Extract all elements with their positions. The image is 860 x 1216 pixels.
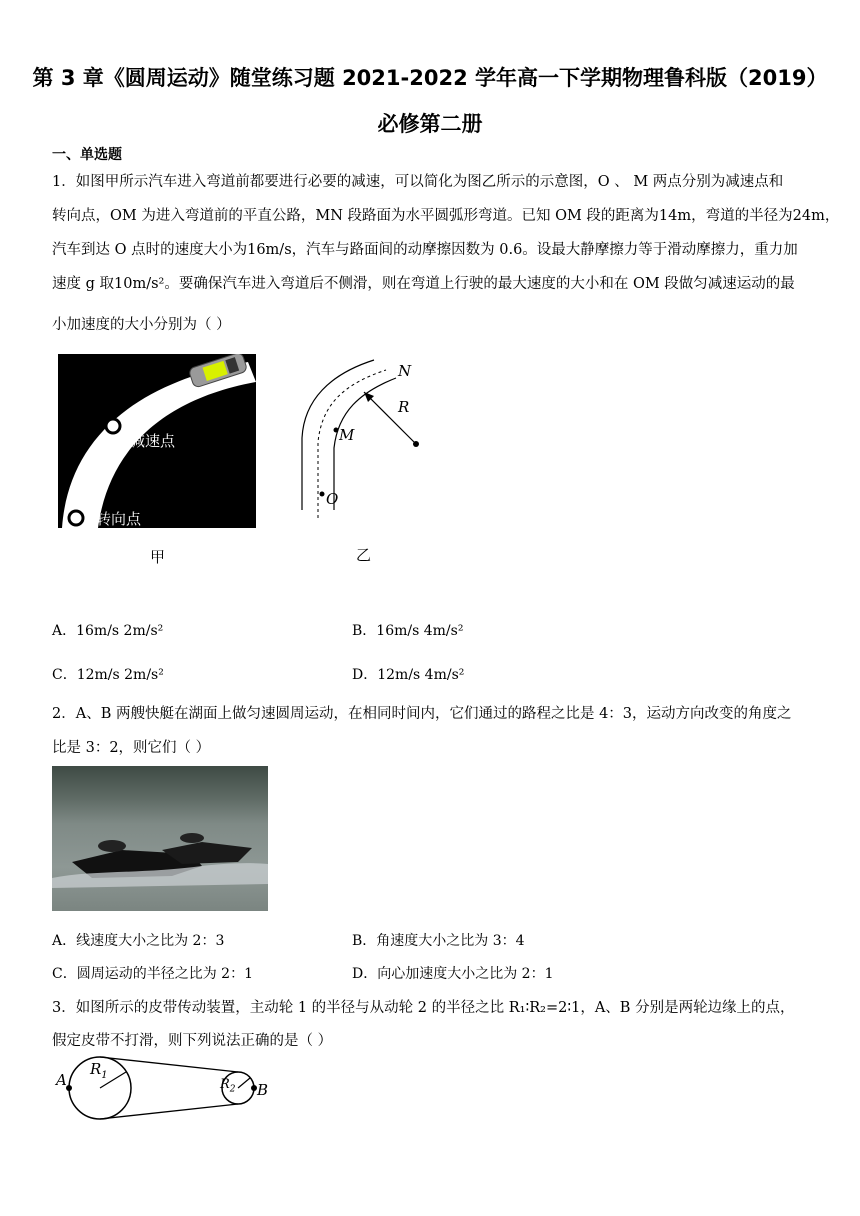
label-A: A: [56, 1071, 67, 1089]
q2-text-line-2: 比是 3：2，则它们（ ）: [52, 740, 211, 756]
speedboats-photo: [52, 766, 268, 911]
label-R1: $R_1$: [90, 1060, 108, 1081]
q1-text-line-1: 1．如图甲所示汽车进入弯道前都要进行必要的减速，可以简化为图乙所示的示意图，O 、 M 两点分别为减速点和: [52, 174, 784, 190]
label-R: R: [398, 398, 410, 416]
decel-point-marker: [106, 419, 120, 433]
q1-text-line-5: 小加速度的大小分别为（ ）: [52, 317, 231, 333]
caption-yi: 乙: [356, 546, 372, 564]
turn-point-marker: [69, 511, 83, 525]
label-O: O: [326, 490, 339, 508]
q2-option-d[interactable]: D．向心加速度大小之比为 2：1: [352, 966, 554, 982]
document-title-line1: 第 3 章《圆周运动》随堂练习题 2021-2022 学年高一下学期物理鲁科版（2019）: [32, 66, 828, 90]
label-R2: $R_2$: [220, 1077, 236, 1095]
q3-text-line-1: 3．如图所示的皮带传动装置，主动轮 1 的半径与从动轮 2 的半径之比 R₁∶R₂=2∶1，A、B 分别是两轮边缘上的点，: [52, 1000, 795, 1016]
q1-option-a[interactable]: A．16m/s 2m/s²: [52, 623, 164, 639]
q1-text-line-3: 汽车到达 O 点时的速度大小为16m/s，汽车与路面间的动摩擦因数为 0.6。设最大静摩擦力等于滑动摩擦力，重力加: [52, 242, 798, 258]
label-decel-point: 减速点: [130, 432, 176, 450]
q2-option-a[interactable]: A．线速度大小之比为 2：3: [52, 933, 225, 949]
label-N: N: [398, 362, 412, 380]
q1-text-line-4: 速度 g 取10m/s²。要确保汽车进入弯道后不侧滑，则在弯道上行驶的最大速度的大小和在 OM 段做匀减速运动的最: [52, 276, 795, 292]
caption-jia: 甲: [150, 548, 166, 566]
q1-option-c[interactable]: C．12m/s 2m/s²: [52, 667, 164, 683]
q3-text-line-2: 假定皮带不打滑，则下列说法正确的是（ ）: [52, 1033, 333, 1049]
q1-text-line-2: 转向点，OM 为进入弯道前的平直公路，MN 段路面为水平圆弧形弯道。已知 OM 段的距离为14m，弯道的半径为24m，: [52, 208, 840, 224]
figure-yi-road-diagram: [290, 358, 440, 548]
document-title-line2: 必修第二册: [377, 112, 483, 136]
figure-belt-drive: [52, 1056, 282, 1130]
label-B: B: [257, 1081, 269, 1099]
q2-text-line-1: 2．A、B 两艘快艇在湖面上做匀速圆周运动，在相同时间内，它们通过的路程之比是 4：3，运动方向改变的角度之: [52, 706, 792, 722]
section-heading: 一、单选题: [52, 147, 122, 163]
q2-option-c[interactable]: C．圆周运动的半径之比为 2：1: [52, 966, 253, 982]
q2-option-b[interactable]: B．角速度大小之比为 3：4: [352, 933, 525, 949]
label-turn-point: 转向点: [96, 510, 142, 528]
q1-option-b[interactable]: B．16m/s 4m/s²: [352, 623, 464, 639]
label-M: M: [339, 426, 355, 444]
q1-option-d[interactable]: D．12m/s 4m/s²: [352, 667, 465, 683]
